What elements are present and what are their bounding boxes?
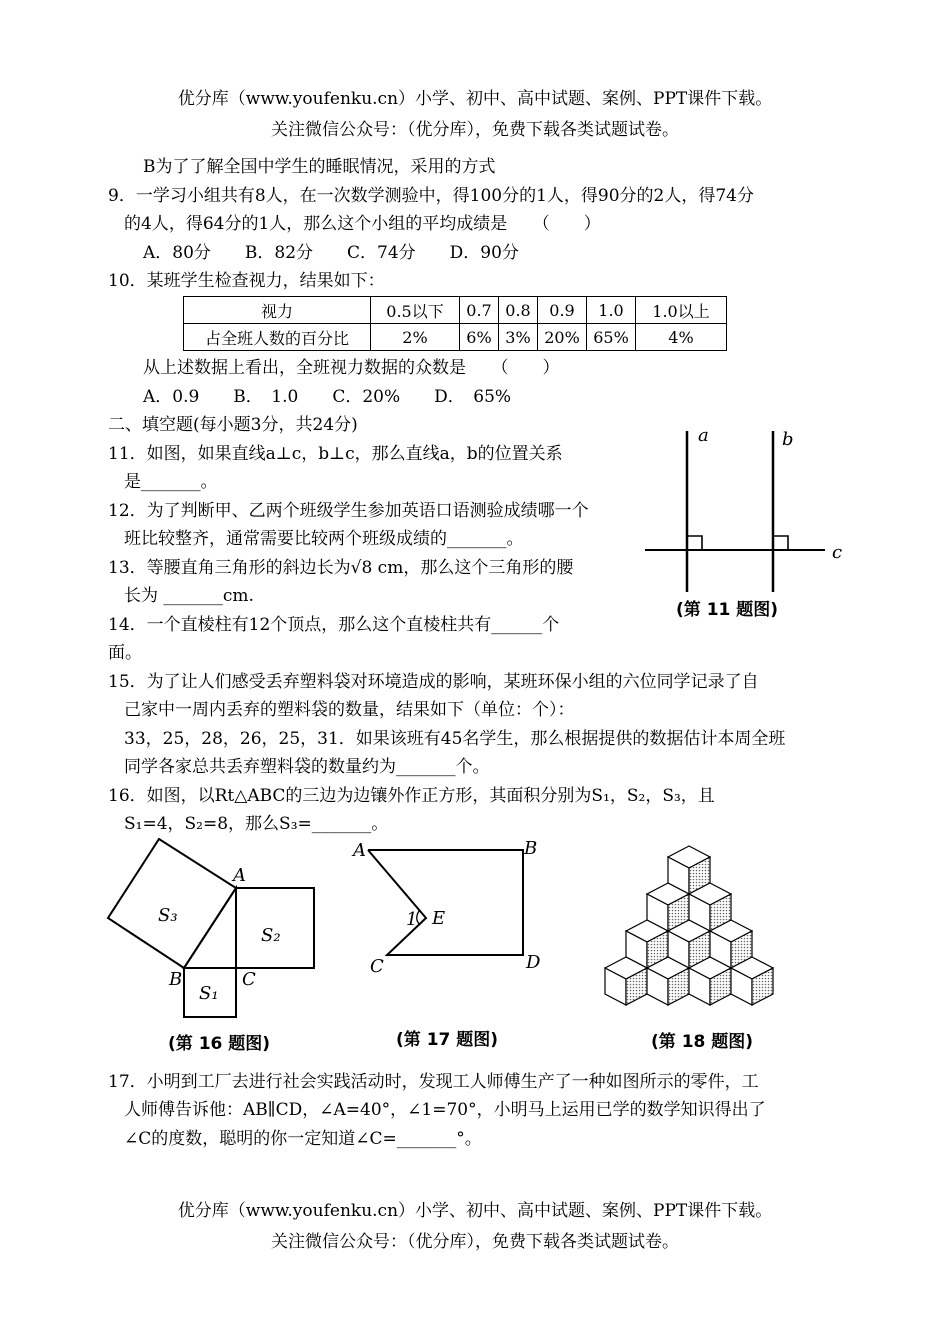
table-cell: 20%	[538, 324, 587, 351]
figure-16-caption: (第 16 题图)	[168, 1034, 271, 1054]
q11-line-2: 是_______。	[124, 472, 218, 492]
label-a: A	[233, 865, 246, 886]
q9-line-1: 9．一学习小组共有8人，在一次数学测验中，得100分的1人，得90分的2人，得74分	[108, 186, 754, 206]
q9-options: A．80分 B．82分 C．74分 D．90分	[143, 243, 519, 263]
q13-line-2: 长为 _______cm.	[124, 586, 254, 606]
q16-line-1: 16．如图，以Rt△ABC的三边为边镶外作正方形，其面积分别为S₁，S₂，S₃，且	[108, 786, 715, 806]
header-line-1: 优分库（www.youfenku.cn）小学、初中、高中试题、案例、PPT课件下载。	[177, 89, 773, 109]
label-b: B	[524, 838, 538, 859]
table-cell: 0.9	[538, 297, 587, 324]
q14-line-2: 面。	[108, 643, 142, 663]
label-c: C	[370, 956, 384, 977]
figure-11	[640, 425, 850, 625]
q15-line-1: 15．为了让人们感受丢弃塑料袋对环境造成的影响，某班环保小组的六位同学记录了自	[108, 672, 759, 692]
square-s3	[108, 839, 236, 968]
table-cell: 2%	[371, 324, 460, 351]
table-cell: 6%	[460, 324, 499, 351]
table-cell: 4%	[636, 324, 727, 351]
table-cell: 3%	[499, 324, 538, 351]
q10-line-1: 10．某班学生检查视力，结果如下：	[108, 271, 385, 291]
part-outline	[368, 850, 523, 955]
table-cell: 65%	[587, 324, 636, 351]
q15-line-2: 己家中一周内丢弃的塑料袋的数量，结果如下（单位：个）：	[124, 700, 575, 720]
q17-line-2: 人师傅告诉他：AB∥CD，∠A=40°，∠1=70°，小明马上运用已学的数学知识得出了	[124, 1100, 766, 1120]
q9-line-2: 的4人，得64分的1人，那么这个小组的平均成绩是 （ ）	[124, 214, 601, 234]
label-c: C	[242, 969, 256, 990]
table-header-row	[184, 297, 727, 324]
triangle-abc	[184, 888, 236, 968]
figure-18-caption: (第 18 题图)	[651, 1032, 754, 1052]
q10-options: A．0.9 B． 1.0 C．20% D． 65%	[143, 387, 512, 407]
label-e: E	[432, 908, 446, 929]
label-a: A	[353, 840, 366, 861]
label-1: 1	[406, 909, 418, 930]
label-s1: S₁	[199, 983, 219, 1004]
label-b: B	[169, 969, 183, 990]
q14-line-1: 14．一个直棱柱有12个顶点，那么这个直棱柱共有______个	[108, 615, 560, 635]
label-b: b	[782, 429, 794, 450]
label-c: c	[832, 542, 843, 563]
q8-option-b: B为了了解全国中学生的睡眠情况，采用的方式	[143, 157, 496, 177]
figure-11-caption: (第 11 题图)	[676, 600, 779, 620]
table-cell: 占全班人数的百分比	[184, 324, 371, 351]
label-s2: S₂	[261, 925, 281, 946]
footer-line-2: 关注微信公众号：（优分库），免费下载各类试题试卷。	[271, 1232, 679, 1252]
label-s3: S₃	[158, 905, 178, 926]
q12-line-1: 12．为了判断甲、乙两个班级学生参加英语口语测验成绩哪一个	[108, 501, 589, 521]
q17-line-1: 17．小明到工厂去进行社会实践活动时，发现工人师傅生产了一种如图所示的零件，工	[108, 1072, 759, 1092]
table-cell: 视力	[184, 297, 371, 324]
cube	[647, 957, 689, 1005]
q15-line-4: 同学各家总共丢弃塑料袋的数量约为_______个。	[124, 757, 490, 777]
q16-line-2: S₁=4，S₂=8，那么S₃=_______。	[124, 814, 389, 834]
cube	[605, 957, 647, 1005]
figure-17	[340, 835, 560, 1055]
table-row	[184, 324, 727, 351]
table-cell: 1.0	[587, 297, 636, 324]
q15-line-3: 33，25，28，26，25，31．如果该班有45名学生，那么根据提供的数据估计本周全班	[124, 729, 786, 749]
vision-table	[183, 296, 727, 351]
figure-18	[595, 835, 825, 1055]
label-d: D	[526, 952, 541, 973]
q12-line-2: 班比较整齐，通常需要比较两个班级成绩的_______。	[124, 529, 524, 549]
q17-line-3: ∠C的度数，聪明的你一定知道∠C=_______°。	[124, 1129, 482, 1149]
right-angle-mark	[773, 536, 788, 550]
table-cell: 1.0以上	[636, 297, 727, 324]
footer-line-1: 优分库（www.youfenku.cn）小学、初中、高中试题、案例、PPT课件下载。	[177, 1201, 773, 1221]
cube	[689, 957, 731, 1005]
label-a: a	[698, 425, 709, 446]
section-2-title: 二、填空题(每小题3分，共24分)	[108, 415, 358, 435]
right-angle-mark	[687, 536, 702, 550]
table-cell: 0.7	[460, 297, 499, 324]
table-cell: 0.8	[499, 297, 538, 324]
header-line-2: 关注微信公众号：（优分库），免费下载各类试题试卷。	[271, 120, 679, 140]
q10-line-2: 从上述数据上看出，全班视力数据的众数是 （ ）	[143, 358, 560, 378]
figure-17-caption: (第 17 题图)	[396, 1030, 499, 1050]
figure-16	[100, 835, 320, 1055]
q13-line-1: 13．等腰直角三角形的斜边长为√8 cm，那么这个三角形的腰	[108, 558, 574, 578]
cube	[731, 957, 773, 1005]
q11-line-1: 11．如图，如果直线a⊥c，b⊥c，那么直线a，b的位置关系	[108, 444, 563, 464]
table-cell: 0.5以下	[371, 297, 460, 324]
